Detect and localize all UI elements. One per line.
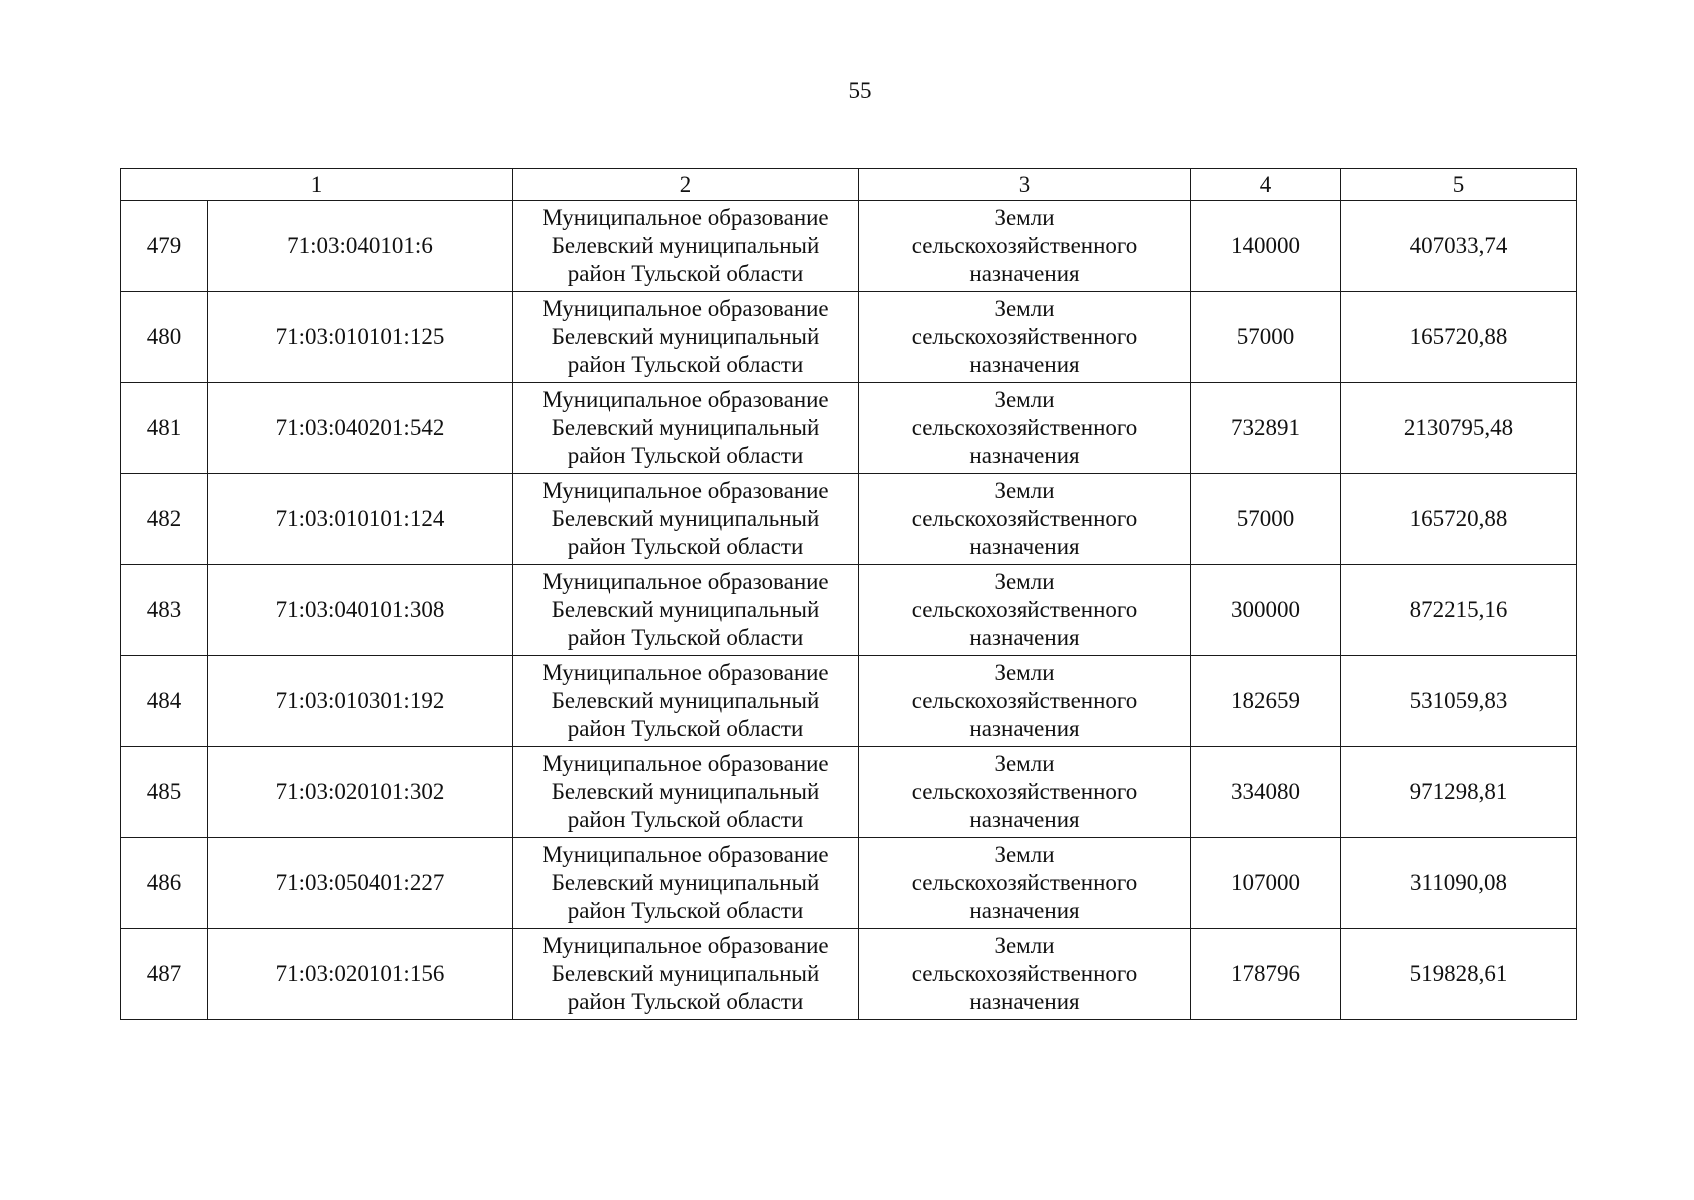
table-row [121,474,1577,565]
owner-line: Муниципальное образование [542,387,829,412]
cadastral-value: 971298,81 [1341,747,1577,838]
row-index: 487 [121,929,208,1020]
owner-cell [513,383,859,474]
category-line: назначения [969,352,1080,377]
owner-cell [513,838,859,929]
category-line: назначения [969,625,1080,650]
table-row [121,838,1577,929]
category-line: сельскохозяйственного [911,415,1138,440]
cadastral-value: 165720,88 [1341,292,1577,383]
owner-line: Белевский муниципальный [551,779,820,804]
category-line: Земли [994,842,1055,867]
owner-line: район Тульской области [567,625,804,650]
owner-line: Муниципальное образование [542,933,829,958]
owner-line: Белевский муниципальный [551,688,820,713]
land-category-cell [859,383,1191,474]
owner-line: район Тульской области [567,261,804,286]
land-category-cell [859,656,1191,747]
owner-line: Белевский муниципальный [551,870,820,895]
cadastral-number: 71:03:020101:302 [208,747,513,838]
owner-cell [513,292,859,383]
cadastral-number: 71:03:020101:156 [208,929,513,1020]
owner-line: Белевский муниципальный [551,415,820,440]
category-line: сельскохозяйственного [911,324,1138,349]
owner-line: Муниципальное образование [542,478,829,503]
area-value: 178796 [1191,929,1341,1020]
land-category-cell [859,565,1191,656]
owner-line: Муниципальное образование [542,569,829,594]
category-line: сельскохозяйственного [911,597,1138,622]
column-header-1: 1 [121,169,513,201]
row-index: 483 [121,565,208,656]
row-index: 484 [121,656,208,747]
area-value: 732891 [1191,383,1341,474]
cadastral-value: 519828,61 [1341,929,1577,1020]
owner-line: Белевский муниципальный [551,597,820,622]
land-registry-table [120,168,1577,1020]
category-line: Земли [994,205,1055,230]
owner-cell [513,565,859,656]
owner-line: район Тульской области [567,807,804,832]
column-header-4: 4 [1191,169,1341,201]
owner-line: Белевский муниципальный [551,506,820,531]
area-value: 182659 [1191,656,1341,747]
table-row [121,292,1577,383]
owner-line: район Тульской области [567,989,804,1014]
owner-cell [513,656,859,747]
owner-line: Муниципальное образование [542,842,829,867]
column-number-row [121,169,1577,201]
cadastral-number: 71:03:050401:227 [208,838,513,929]
category-line: назначения [969,443,1080,468]
owner-line: Муниципальное образование [542,296,829,321]
category-line: Земли [994,933,1055,958]
table-row [121,201,1577,292]
owner-line: район Тульской области [567,534,804,559]
owner-line: Муниципальное образование [542,660,829,685]
owner-line: Белевский муниципальный [551,233,820,258]
area-value: 57000 [1191,292,1341,383]
category-line: сельскохозяйственного [911,779,1138,804]
category-line: Земли [994,751,1055,776]
cadastral-number: 71:03:040101:308 [208,565,513,656]
category-line: Земли [994,660,1055,685]
page-number: 55 [848,78,872,103]
category-line: Земли [994,569,1055,594]
area-value: 57000 [1191,474,1341,565]
area-value: 300000 [1191,565,1341,656]
category-line: назначения [969,716,1080,741]
land-category-cell [859,474,1191,565]
land-category-cell [859,292,1191,383]
cadastral-value: 165720,88 [1341,474,1577,565]
cadastral-number: 71:03:040201:542 [208,383,513,474]
row-index: 481 [121,383,208,474]
cadastral-number: 71:03:010301:192 [208,656,513,747]
cadastral-number: 71:03:040101:6 [208,201,513,292]
owner-line: район Тульской области [567,352,804,377]
table-row [121,383,1577,474]
row-index: 485 [121,747,208,838]
owner-line: район Тульской области [567,443,804,468]
land-category-cell [859,838,1191,929]
category-line: Земли [994,478,1055,503]
category-line: назначения [969,261,1080,286]
owner-line: район Тульской области [567,898,804,923]
owner-line: Муниципальное образование [542,205,829,230]
row-index: 486 [121,838,208,929]
cadastral-value: 2130795,48 [1341,383,1577,474]
area-value: 140000 [1191,201,1341,292]
owner-cell [513,747,859,838]
cadastral-value: 311090,08 [1341,838,1577,929]
column-header-5: 5 [1341,169,1577,201]
owner-line: Белевский муниципальный [551,961,820,986]
cadastral-value: 872215,16 [1341,565,1577,656]
cadastral-number: 71:03:010101:124 [208,474,513,565]
land-category-cell [859,929,1191,1020]
cadastral-number: 71:03:010101:125 [208,292,513,383]
owner-line: район Тульской области [567,716,804,741]
category-line: назначения [969,807,1080,832]
owner-cell [513,474,859,565]
category-line: Земли [994,387,1055,412]
table-row [121,656,1577,747]
area-value: 334080 [1191,747,1341,838]
category-line: сельскохозяйственного [911,961,1138,986]
area-value: 107000 [1191,838,1341,929]
owner-cell [513,201,859,292]
category-line: назначения [969,898,1080,923]
row-index: 479 [121,201,208,292]
row-index: 480 [121,292,208,383]
cadastral-value: 531059,83 [1341,656,1577,747]
category-line: сельскохозяйственного [911,233,1138,258]
row-index: 482 [121,474,208,565]
owner-cell [513,929,859,1020]
owner-line: Муниципальное образование [542,751,829,776]
table-row [121,565,1577,656]
category-line: назначения [969,989,1080,1014]
category-line: сельскохозяйственного [911,870,1138,895]
table-row [121,747,1577,838]
land-category-cell [859,747,1191,838]
land-category-cell [859,201,1191,292]
category-line: Земли [994,296,1055,321]
cadastral-value: 407033,74 [1341,201,1577,292]
column-header-3: 3 [859,169,1191,201]
category-line: сельскохозяйственного [911,506,1138,531]
category-line: сельскохозяйственного [911,688,1138,713]
owner-line: Белевский муниципальный [551,324,820,349]
table-row [121,929,1577,1020]
column-header-2: 2 [513,169,859,201]
category-line: назначения [969,534,1080,559]
